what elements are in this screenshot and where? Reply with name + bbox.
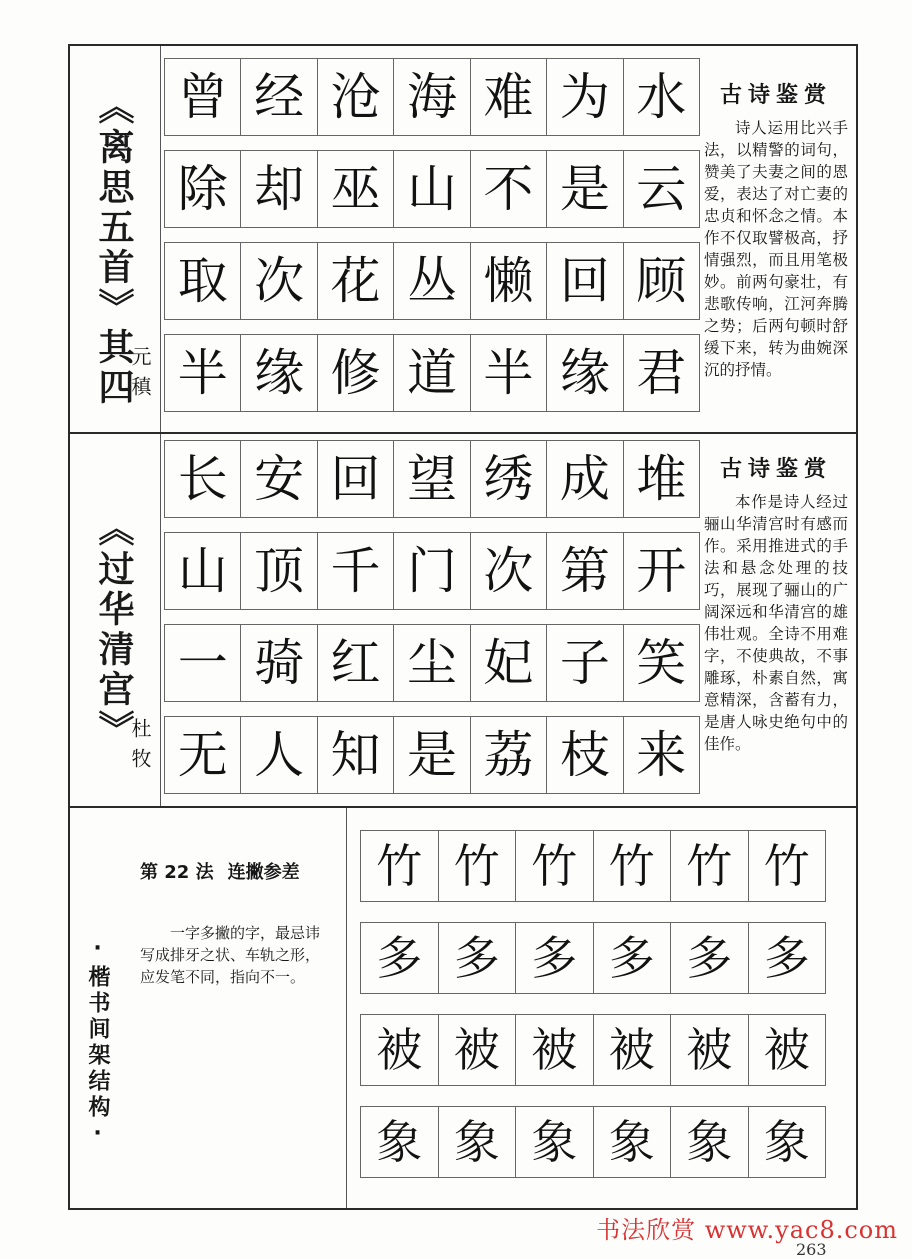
poem2-char-cell: 是 — [394, 717, 470, 793]
method-number: 第 22 法 — [140, 862, 214, 883]
poem1-char-cell: 半 — [471, 335, 547, 411]
poem1-char-cell: 回 — [547, 243, 623, 319]
poem2-char-cell: 一 — [165, 625, 241, 701]
practice-char-cell: 多 — [594, 923, 672, 993]
practice-char-cell: 被 — [439, 1015, 517, 1085]
practice-char-cell: 象 — [439, 1107, 517, 1177]
poem2-row — [164, 624, 700, 702]
poem2-char-cell: 开 — [624, 533, 700, 609]
practice-char-cell: 竹 — [361, 831, 439, 901]
poem1-row — [164, 150, 700, 228]
practice-char-cell: 多 — [516, 923, 594, 993]
poem2-char-cell: 笑 — [624, 625, 700, 701]
poem1-char-cell: 是 — [547, 151, 623, 227]
poem1-char-cell: 却 — [241, 151, 317, 227]
poem2-char-cell: 尘 — [394, 625, 470, 701]
poem1-row — [164, 58, 700, 136]
practice-char-cell: 多 — [749, 923, 827, 993]
poem1-appreciation — [704, 78, 848, 381]
column-divider — [346, 808, 347, 1208]
side-label: ·楷书间架结构· — [85, 936, 110, 1150]
practice-row — [360, 830, 826, 902]
column-divider — [160, 46, 161, 432]
practice-char-cell: 象 — [671, 1107, 749, 1177]
appreciation-body: 本作是诗人经过骊山华清宫时有感而作。采用推进式的手法和悬念处理的技巧，展现了骊山的广阔深远和华清宫的雄伟壮观。全诗不用难字，不使典故，不事雕琢，朴素自然，寓意精深，含蓄有力，是唐人咏史绝句中的佳作。 — [704, 493, 848, 753]
practice-row — [360, 1014, 826, 1086]
poem2-char-cell: 成 — [547, 441, 623, 517]
poem2-char-cell: 门 — [394, 533, 470, 609]
poem2-char-cell: 望 — [394, 441, 470, 517]
practice-char-cell: 被 — [361, 1015, 439, 1085]
poem2-char-cell: 人 — [241, 717, 317, 793]
poem2-author: 杜牧 — [128, 718, 152, 778]
poem2-char-cell: 荔 — [471, 717, 547, 793]
poem1-char-cell: 半 — [165, 335, 241, 411]
poem1-char-cell: 花 — [318, 243, 394, 319]
practice-char-cell: 多 — [439, 923, 517, 993]
appreciation-title: 古诗鉴赏 — [719, 457, 832, 482]
poem2-row — [164, 532, 700, 610]
poem1-char-cell: 顾 — [624, 243, 700, 319]
practice-row — [360, 922, 826, 994]
poem1-char-cell: 缘 — [241, 335, 317, 411]
section-divider-1 — [68, 432, 858, 434]
poem1-char-cell: 君 — [624, 335, 700, 411]
poem2-char-cell: 长 — [165, 441, 241, 517]
poem2-char-cell: 顶 — [241, 533, 317, 609]
appreciation-body: 诗人运用比兴手法，以精警的词句，赞美了夫妻之间的恩爱，表达了对亡妻的忠贞和怀念之情。本作不仅取譬极高，抒情强烈，而且用笔极妙。前两句豪壮，有悲歌传响，江河奔腾之势；后两句顿时舒缓下来，转为曲婉深沉的抒情。 — [704, 119, 848, 379]
poem2-char-cell: 无 — [165, 717, 241, 793]
poem2-char-cell: 骑 — [241, 625, 317, 701]
poem1-grid — [164, 58, 700, 426]
poem2-char-cell: 子 — [547, 625, 623, 701]
page-number: 263 — [796, 1240, 827, 1259]
poem1-char-cell: 懒 — [471, 243, 547, 319]
practice-char-cell: 象 — [516, 1107, 594, 1177]
practice-char-cell: 多 — [361, 923, 439, 993]
poem2-char-cell: 堆 — [624, 441, 700, 517]
poem2-char-cell: 次 — [471, 533, 547, 609]
poem2-char-cell: 山 — [165, 533, 241, 609]
poem1-row — [164, 242, 700, 320]
poem1-char-cell: 丛 — [394, 243, 470, 319]
poem2-grid — [164, 440, 700, 808]
poem2-row — [164, 440, 700, 518]
practice-char-cell: 多 — [671, 923, 749, 993]
method-name: 连撇参差 — [227, 862, 300, 883]
poem2-char-cell: 千 — [318, 533, 394, 609]
poem1-char-cell: 修 — [318, 335, 394, 411]
practice-char-cell: 竹 — [516, 831, 594, 901]
poem1-char-cell: 云 — [624, 151, 700, 227]
poem1-char-cell: 水 — [624, 59, 700, 135]
practice-char-cell: 竹 — [439, 831, 517, 901]
practice-char-cell: 竹 — [594, 831, 672, 901]
practice-char-cell: 竹 — [749, 831, 827, 901]
practice-char-cell: 被 — [749, 1015, 827, 1085]
method-title — [140, 858, 314, 884]
poem2-title: 《过华清宫》 — [93, 510, 135, 750]
poem1-char-cell: 山 — [394, 151, 470, 227]
site-watermark: 书法欣赏 www.yac8.com — [596, 1216, 898, 1244]
poem1-row — [164, 334, 700, 412]
poem1-char-cell: 除 — [165, 151, 241, 227]
practice-char-cell: 竹 — [671, 831, 749, 901]
poem1-char-cell: 道 — [394, 335, 470, 411]
poem2-char-cell: 回 — [318, 441, 394, 517]
practice-grid — [360, 830, 826, 1198]
practice-char-cell: 象 — [361, 1107, 439, 1177]
poem1-char-cell: 经 — [241, 59, 317, 135]
poem1-char-cell: 曾 — [165, 59, 241, 135]
poem2-char-cell: 妃 — [471, 625, 547, 701]
poem2-row — [164, 716, 700, 794]
poem1-title: 《离思五首》其四 — [93, 88, 135, 408]
poem1-char-cell: 缘 — [547, 335, 623, 411]
poem2-appreciation — [704, 452, 848, 755]
poem2-char-cell: 绣 — [471, 441, 547, 517]
poem1-char-cell: 难 — [471, 59, 547, 135]
practice-char-cell: 被 — [671, 1015, 749, 1085]
method-description: 一字多撇的字，最忌讳写成排牙之状、车轨之形，应发笔不同，指向不一。 — [140, 924, 321, 986]
poem2-char-cell: 第 — [547, 533, 623, 609]
poem1-char-cell: 巫 — [318, 151, 394, 227]
poem1-author: 元稹 — [128, 346, 152, 406]
poem2-char-cell: 知 — [318, 717, 394, 793]
practice-row — [360, 1106, 826, 1178]
poem1-char-cell: 海 — [394, 59, 470, 135]
poem2-char-cell: 枝 — [547, 717, 623, 793]
poem1-char-cell: 取 — [165, 243, 241, 319]
practice-char-cell: 被 — [516, 1015, 594, 1085]
practice-char-cell: 被 — [594, 1015, 672, 1085]
appreciation-title: 古诗鉴赏 — [719, 83, 832, 108]
poem1-char-cell: 不 — [471, 151, 547, 227]
poem2-char-cell: 红 — [318, 625, 394, 701]
poem2-char-cell: 安 — [241, 441, 317, 517]
poem2-char-cell: 来 — [624, 717, 700, 793]
poem1-char-cell: 为 — [547, 59, 623, 135]
poem1-char-cell: 次 — [241, 243, 317, 319]
poem1-char-cell: 沧 — [318, 59, 394, 135]
practice-char-cell: 象 — [749, 1107, 827, 1177]
column-divider — [160, 434, 161, 806]
practice-char-cell: 象 — [594, 1107, 672, 1177]
